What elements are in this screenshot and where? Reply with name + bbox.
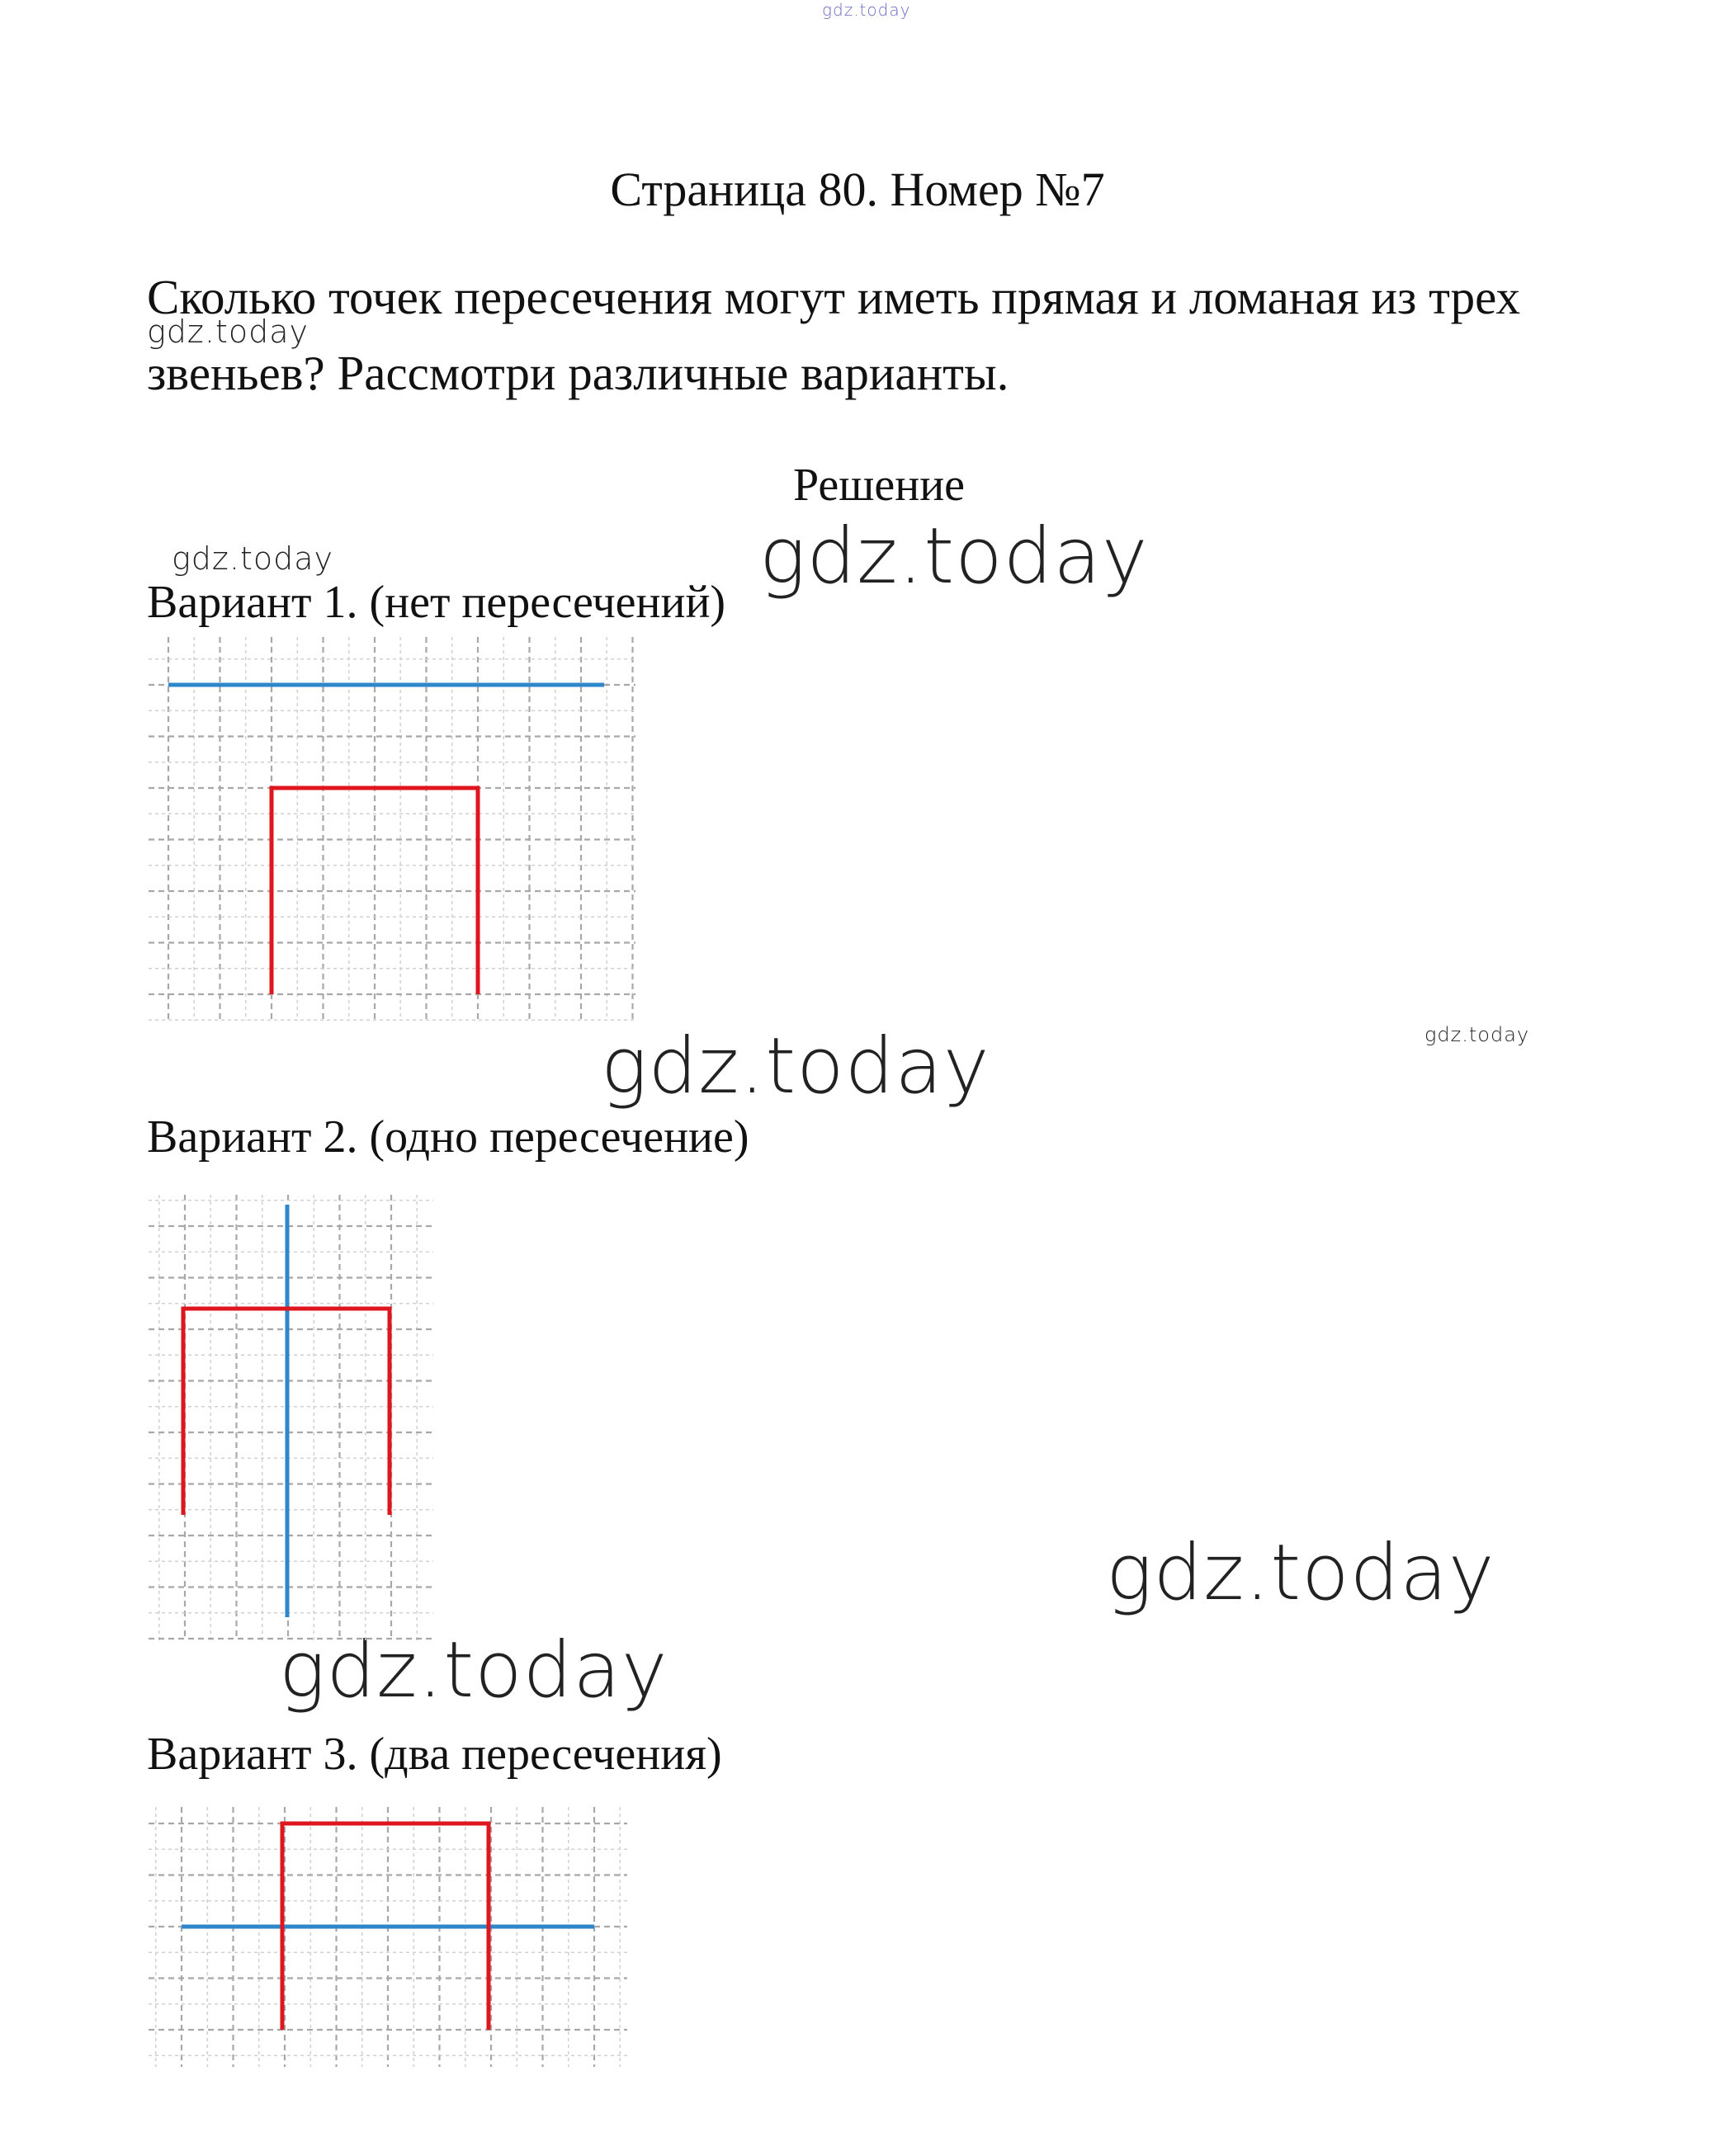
variant-1-label: Вариант 1. (нет пересечений) <box>147 577 726 628</box>
watermark-small-1: gdz.today <box>147 314 309 350</box>
question-line-1: Сколько точек пересечения могут иметь прямая и ломаная из трех <box>147 270 1520 324</box>
variant-2-label: Вариант 2. (одно пересечение) <box>147 1111 749 1163</box>
watermark-large-2: gdz.today <box>601 1021 990 1111</box>
solution-heading: Решение <box>792 460 966 511</box>
watermark-small-2: gdz.today <box>172 540 333 577</box>
variant-3-label: Вариант 3. (два пересечения) <box>147 1729 722 1780</box>
watermark-large-3: gdz.today <box>1106 1528 1495 1618</box>
watermark-large-1: gdz.today <box>759 512 1149 602</box>
grid-lines <box>149 1807 627 2067</box>
page-title: Страница 80. Номер №7 <box>610 163 1105 216</box>
grid-lines <box>149 637 635 1021</box>
watermark-top: gdz.today <box>822 0 911 20</box>
question-line-2: звеньев? Рассмотри различные варианты. <box>147 346 1009 400</box>
watermark-small-3: gdz.today <box>1424 1023 1530 1046</box>
variant-2-diagram <box>149 1195 433 1640</box>
variant-1-diagram <box>149 637 635 1021</box>
variant-3-diagram <box>149 1807 627 2067</box>
watermark-large-4: gdz.today <box>279 1625 669 1715</box>
